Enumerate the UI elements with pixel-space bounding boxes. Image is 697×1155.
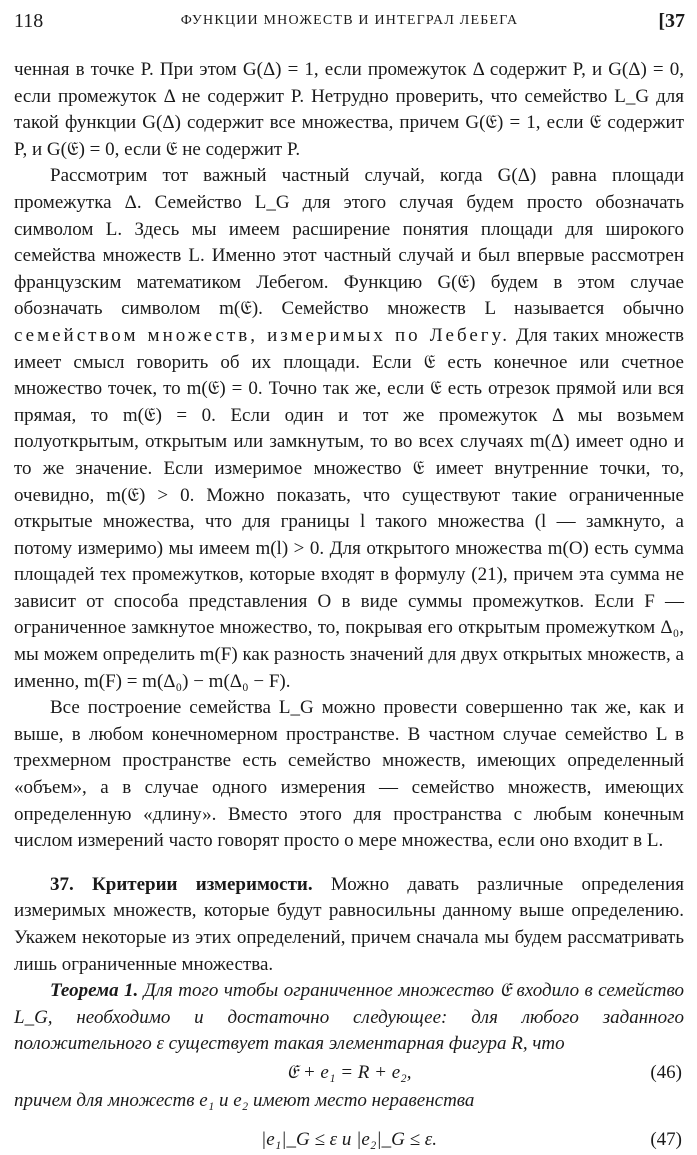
section-heading: 37. Критерии измеримости. [50,873,313,895]
page-number: 118 [14,10,44,32]
page-header [14,10,685,36]
paragraph-finite-dimensional: Все построение семейства L_G можно провести совершенно так же, как и выше, в любом конечномерном пространстве. В частном случае семейство L в трехмерном пространстве есть семейство множеств, имеющих определенный «объем», а в случае одного измерения — семейство множеств, имеющих определенную «длину». Вместо этого для пространства с любым конечным числом измерений часто говорят просто о мере множества, если оно входит в L. [14,697,684,852]
paragraph-text: Рассмотрим тот важный частный случай, когда G(Δ) равна площади промежутка Δ. Семейство L_G для этого случая будем просто обозначать символом L. Здесь мы имеем расширение понятия площади для широкого семейства множеств L. Именно этот частный случай и был впервые рассмотрен французским математиком Лебегом. Функцию G(𝔈) будем в этом случае обозначать символом m(𝔈). Семейство множеств L называется обычно [14,165,684,320]
equation-number: (46) [650,1061,682,1083]
equation-46 [14,1058,684,1088]
theorem-continuation: причем для множеств e₁ и e₂ имеют место неравенства [14,1089,475,1111]
theorem-1 [14,978,684,1058]
paragraph-lebesgue-measure [14,163,684,695]
paragraph-text: Для таких множеств имеет смысл говорить об их площади. Если 𝔈 есть конечное или счетное множество точек, то m(𝔈) = 0. Точно так же, если 𝔈 есть отрезок прямой или вся прямая, то m(𝔈) = 0. Если один и тот же промежуток Δ мы возьмем полуоткрытым, открытым или замкнутым, то во всех случаях m(Δ) имеет одно и то же значение. Если измеримое множество 𝔈 имеет внутренние точки, то, очевидно, m(𝔈) > 0. Можно показать, что существуют такие ограниченные открытые множества, что для границы l такого множества (l — замкнуто, а потому измеримо) мы имеем m(l) > 0. Для открытого множества m(O) есть сумма площадей тех промежутков, которые входят в формулу (21), причем эта сумма не зависит от способа представления O в виде суммы промежутков. Если F — ограниченное замкнутое множество, то, покрывая его открытым промежутком Δ₀, мы можем определить m(F) как разность значений для двух открытых множеств, а именно, m(F) = m(Δ₀) − m(Δ₀ − F). [14,324,684,692]
section-marker: [37 [658,10,685,32]
theorem-label: Теорема 1. [50,980,139,1002]
equation-formula: 𝔈 + e₁ = R + e₂, [286,1061,412,1083]
theorem-statement: Для того чтобы ограниченное множество 𝔈 входило в семейство L_G, необходимо и достаточно следующее: для любого заданного положительного ε существует такая элементарная фигура R, что [14,980,685,1055]
equation-number: (47) [650,1128,682,1150]
spaced-term: семейством множеств, измеримых по Лебегу. [14,324,510,346]
section-spacer [14,855,684,872]
page-body [14,57,684,1155]
equation-formula: |e₁|_G ≤ ε и |e₂|_G ≤ ε. [261,1128,437,1150]
equation-47 [14,1125,684,1155]
paragraph-continued: ченная в точке P. При этом G(Δ) = 1, если промежуток Δ содержит P, и G(Δ) = 0, если промежуток Δ не содержит P. Нетрудно проверить, что семейство L_G для такой функции G(Δ) содержит все множества, причем G(𝔈) = 1, если 𝔈 содержит P, и G(𝔈) = 0, если 𝔈 не содержит P. [14,59,684,160]
section-37-intro [14,872,684,978]
section-text: Можно давать различные определения измеримых множеств, которые будут равносильны данному выше определению. Укажем некоторые из этих определений, причем сначала мы будем рассматривать лишь ограниченные множества. [14,873,684,975]
running-title: ФУНКЦИИ МНОЖЕСТВ И ИНТЕГРАЛ ЛЕБЕГА [180,13,519,28]
